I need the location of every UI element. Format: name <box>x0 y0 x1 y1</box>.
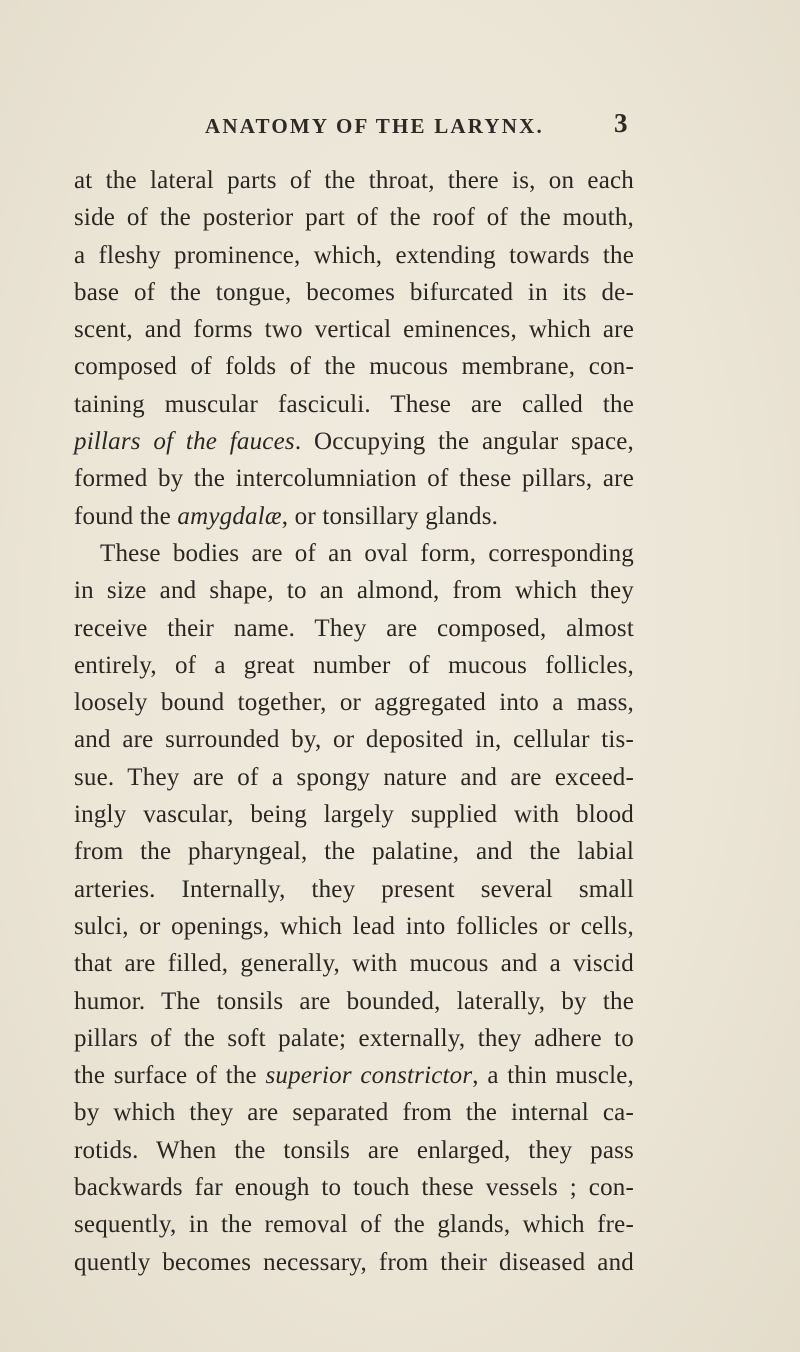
text-line: pillars of the fauces. Occupying the angular space, <box>74 428 634 456</box>
text-line: formed by the intercolumniation of these pillars, are <box>74 465 634 493</box>
text-line: These bodies are of an oval form, corresponding <box>100 539 634 567</box>
text-line: a fleshy prominence, which, extending towards the <box>74 241 634 269</box>
text-line: rotids. When the tonsils are enlarged, they pass <box>74 1136 634 1164</box>
text-line: backwards far enough to touch these vessels ; con- <box>74 1174 634 1202</box>
italic-term: pillars of the fauces <box>74 428 295 456</box>
text-line: humor. The tonsils are bounded, laterally, by the <box>74 987 634 1015</box>
text-line: entirely, of a great number of mucous follicles, <box>74 651 634 679</box>
text-line: arteries. Internally, they present several small <box>74 875 634 903</box>
text-line: by which they are separated from the internal ca- <box>74 1099 634 1127</box>
italic-term: amygdalæ <box>177 502 282 530</box>
text-line: pillars of the soft palate; externally, they adhere to <box>74 1024 634 1052</box>
text-line: quently becomes necessary, from their diseased and <box>74 1248 634 1276</box>
text-line: side of the posterior part of the roof of the mouth, <box>74 204 634 232</box>
text-line: base of the tongue, becomes bifurcated in its de- <box>74 278 634 306</box>
page-number: 3 <box>614 108 628 138</box>
page-header <box>0 108 800 148</box>
text-line: and are surrounded by, or deposited in, cellular tis- <box>74 726 634 754</box>
text-line: sue. They are of a spongy nature and are exceed- <box>74 763 634 791</box>
text-line: sulci, or openings, which lead into follicles or cells, <box>74 912 634 940</box>
text-line: receive their name. They are composed, almost <box>74 614 634 642</box>
text-line: that are filled, generally, with mucous and a viscid <box>74 950 634 978</box>
running-title: ANATOMY OF THE LARYNX. <box>205 114 544 138</box>
text-line: composed of folds of the mucous membrane, con- <box>74 353 634 381</box>
text-line: scent, and forms two vertical eminences, which are <box>74 316 634 344</box>
italic-term: superior constrictor <box>265 1062 473 1090</box>
text-line: ingly vascular, being largely supplied with blood <box>74 801 634 829</box>
text-line: taining muscular fasciculi. These are called the <box>74 390 634 418</box>
body-text <box>74 162 634 1281</box>
text-line: from the pharyngeal, the palatine, and the labial <box>74 838 634 866</box>
text-line: the surface of the superior constrictor, a thin muscle, <box>74 1062 634 1090</box>
text-line: in size and shape, to an almond, from which they <box>74 577 634 605</box>
text-line: loosely bound together, or aggregated into a mass, <box>74 689 634 717</box>
text-line: found the amygdalæ, or tonsillary glands. <box>74 502 499 530</box>
text-line: at the lateral parts of the throat, there is, on each <box>74 167 634 194</box>
text-line: sequently, in the removal of the glands, which fre- <box>74 1211 634 1239</box>
